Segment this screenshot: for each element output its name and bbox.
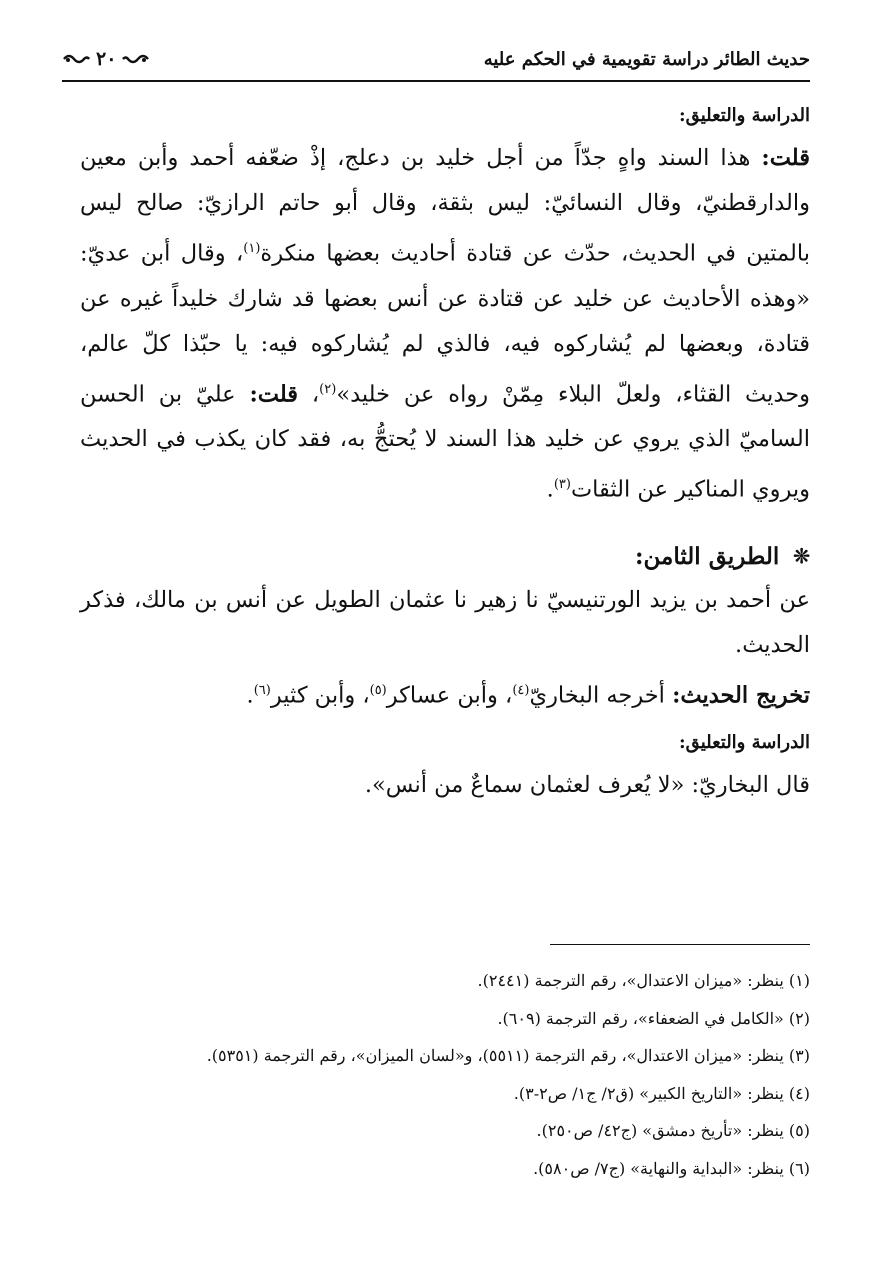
text-segment: ، وقال أبن عديّ: «وهذه الأحاديث عن خليد عن قتادة عن أنس بعضها قد شارك خليداً غيره عن قتادة، وبعضها لم يُشاركوه فيه، فالذي لم يُشاركوه فيه: يا حبّذا كلّ عالم، وحديث القثاء، ولعلّ البلاء مِمّنْ رواه عن خليد» — [80, 240, 810, 407]
text-segment: . — [546, 476, 554, 503]
footnote-separator — [550, 944, 810, 945]
footnote-ref: (٥) — [369, 682, 387, 698]
footnote-ref: (١) — [243, 241, 261, 256]
footnote-ref: (٤) — [512, 682, 530, 698]
footnote-item: (٦) ينظر: «البداية والنهاية» (ج٧/ ص٥٨٠). — [533, 1158, 810, 1178]
text-segment: أخرجه البخاريّ — [529, 682, 673, 708]
footnote-item: (١) ينظر: «ميزان الاعتدال»، رقم الترجمة (٢٤٤١). — [477, 971, 810, 990]
text-segment: ، وأبن كثير — [270, 682, 370, 708]
footnote-ref: (٢) — [319, 381, 337, 397]
text-segment: عليّ بن الحسن الساميّ الذي يروي عن خليد هذا السند لا يُحتجُّ به، فقد كان يكذب في الحديث ويروي المناكير عن الثقات — [80, 381, 810, 503]
paragraph-takhrij — [80, 668, 810, 719]
footnote-item: (٤) ينظر: «التاريخ الكبير» (ق٢/ ج١/ ص٢-٣). — [513, 1083, 810, 1103]
ornament-left-icon — [62, 52, 90, 66]
main-text — [80, 105, 810, 808]
paragraph-bukhari: قال البخاريّ: «لا يُعرف لعثمان سماعٌ من أنس». — [364, 772, 810, 798]
paragraph-commentary — [80, 136, 810, 513]
lead-word: قلت: — [249, 381, 299, 407]
paragraph-route: عن أحمد بن يزيد الورتنيسيّ نا زهير نا عثمان الطويل عن أنس بن مالك، فذكر الحديث. — [80, 586, 810, 658]
footnote-ref: (٣) — [553, 477, 571, 492]
text-segment: . — [246, 682, 254, 708]
section-label-study: الدراسة والتعليق: — [679, 105, 810, 126]
page-number: ٢٠ — [96, 48, 117, 70]
footnotes — [60, 962, 810, 1187]
text-segment: ، — [298, 381, 320, 407]
page-header — [62, 38, 810, 82]
footnote-item: (٥) ينظر: «تأريخ دمشق» (ج٤٢/ ص٢٥٠). — [536, 1121, 810, 1140]
lead-word: تخريج الحديث: — [672, 682, 810, 708]
page-number-block — [62, 48, 150, 70]
lead-word: قلت: — [761, 145, 810, 171]
text-segment: هذا السند واهٍ جدّاً من أجل خليد بن دعلج، إذْ ضعّفه أحمد وأبن معين والدارقطنيّ، وقال النسائيّ: ليس بثقة، وقال أبو حاتم الرازيّ: صالح ليس بالمتين في الحديث، حدّث عن قتادة أحاديث بعضها منكرة — [80, 145, 810, 267]
footnote-ref: (٦) — [253, 682, 271, 698]
footnote-item: (٣) ينظر: «ميزان الاعتدال»، رقم الترجمة (٥٥١١)، و«لسان الميزان»، رقم الترجمة (٥٣٥١). — [206, 1046, 810, 1065]
route-title: الطريق الثامن: — [635, 542, 780, 570]
star-icon: ❊ — [793, 544, 810, 568]
running-title: حديث الطائر دراسة تقويمية في الحكم عليه — [483, 48, 810, 70]
text-segment: ، وأبن عساكر — [386, 682, 513, 708]
section-label-study-2: الدراسة والتعليق: — [679, 732, 810, 753]
footnote-item: (٢) «الكامل في الضعفاء»، رقم الترجمة (٦٠٩). — [497, 1008, 810, 1028]
route-heading — [80, 543, 810, 570]
ornament-right-icon — [122, 52, 150, 66]
